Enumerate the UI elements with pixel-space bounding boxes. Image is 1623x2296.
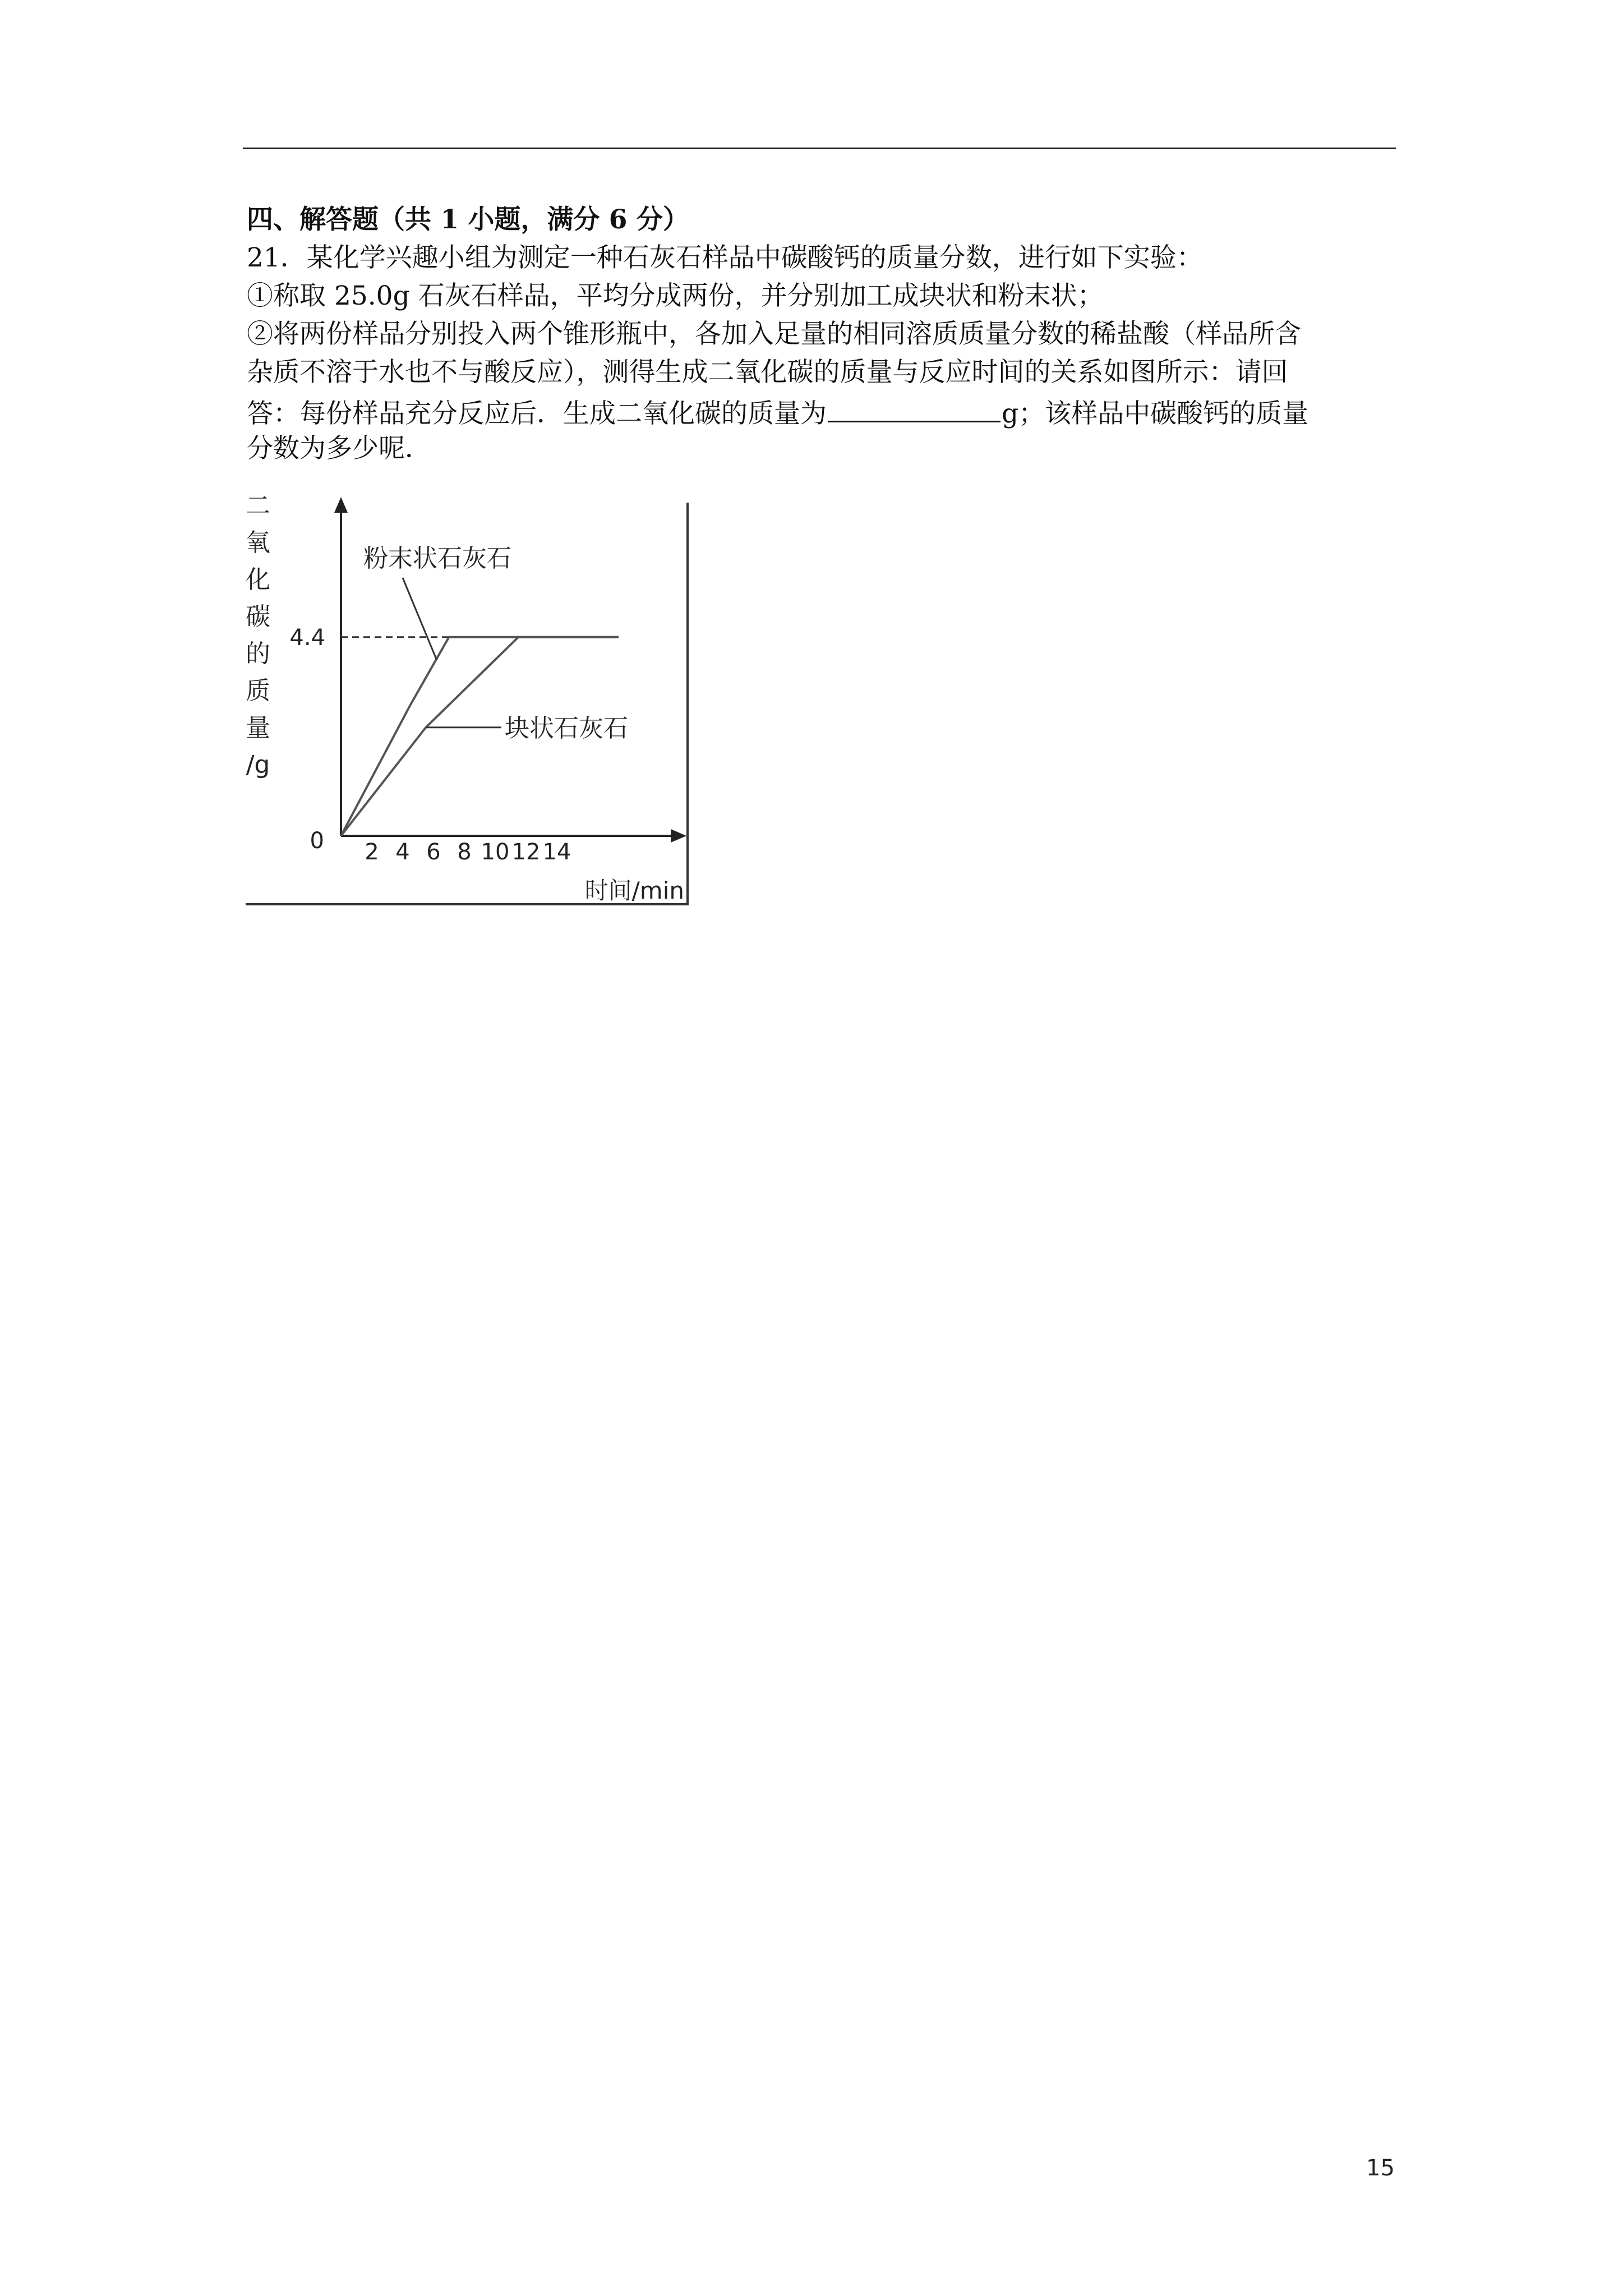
y-axis-arrow xyxy=(334,497,348,513)
question-line-5-after-blank: g；该样品中碳酸钙的质量 xyxy=(1002,398,1309,429)
question-line-5-before-blank: 答：每份样品充分反应后．生成二氧化碳的质量为 xyxy=(247,398,827,429)
y-marker-label: 4.4 xyxy=(289,624,325,651)
x-tick-label: 8 xyxy=(457,839,472,865)
header-rule xyxy=(243,148,1396,149)
series-label-powder: 粉末状石灰石 xyxy=(363,544,511,573)
label-pointer-powder xyxy=(403,578,437,660)
page-number: 15 xyxy=(1366,2155,1395,2181)
x-tick-label: 10 xyxy=(481,839,510,865)
ylabel-char: 碳 xyxy=(246,602,270,631)
question-line-5 xyxy=(247,392,1396,433)
question-line-2: ①称取 25.0g 石灰石样品，平均分成两份，并分别加工成块状和粉末状； xyxy=(247,280,1104,311)
x-tick-label: 14 xyxy=(542,839,571,865)
question-line-3: ②将两份样品分别投入两个锥形瓶中，各加入足量的相同溶质质量分数的稀盐酸（样品所含 xyxy=(247,319,1301,349)
x-tick-label: 2 xyxy=(365,839,379,865)
ylabel-group xyxy=(246,494,270,779)
ylabel-char: /g xyxy=(246,751,270,779)
ylabel-char: 氧 xyxy=(246,528,270,557)
ylabel-char: 质 xyxy=(246,677,270,705)
question-line-4: 杂质不溶于水也不与酸反应），测得生成二氧化碳的质量与反应时间的关系如图所示：请回 xyxy=(247,357,1288,388)
co2-mass-vs-time-chart xyxy=(246,494,694,909)
ylabel-char: 的 xyxy=(246,639,270,668)
x-tick-label: 12 xyxy=(511,839,541,865)
x-axis-arrow xyxy=(671,829,686,843)
x-tick-labels xyxy=(365,839,571,865)
question-line-6: 分数为多少呢． xyxy=(247,433,431,464)
section-heading: 四、解答题（共 1 小题，满分 6 分） xyxy=(247,204,689,235)
x-tick-label: 6 xyxy=(426,839,441,865)
x-axis-label: 时间/min xyxy=(584,877,684,904)
series-label-block: 块状石灰石 xyxy=(505,714,628,743)
origin-label: 0 xyxy=(310,828,324,854)
answer-blank[interactable] xyxy=(828,392,1000,422)
x-tick-label: 4 xyxy=(395,839,410,865)
question-line-1: 21．某化学兴趣小组为测定一种石灰石样品中碳酸钙的质量分数，进行如下实验： xyxy=(247,242,1203,273)
ylabel-char: 量 xyxy=(246,714,270,742)
ylabel-char: 化 xyxy=(246,565,270,594)
ylabel-char: 二 xyxy=(246,494,270,520)
